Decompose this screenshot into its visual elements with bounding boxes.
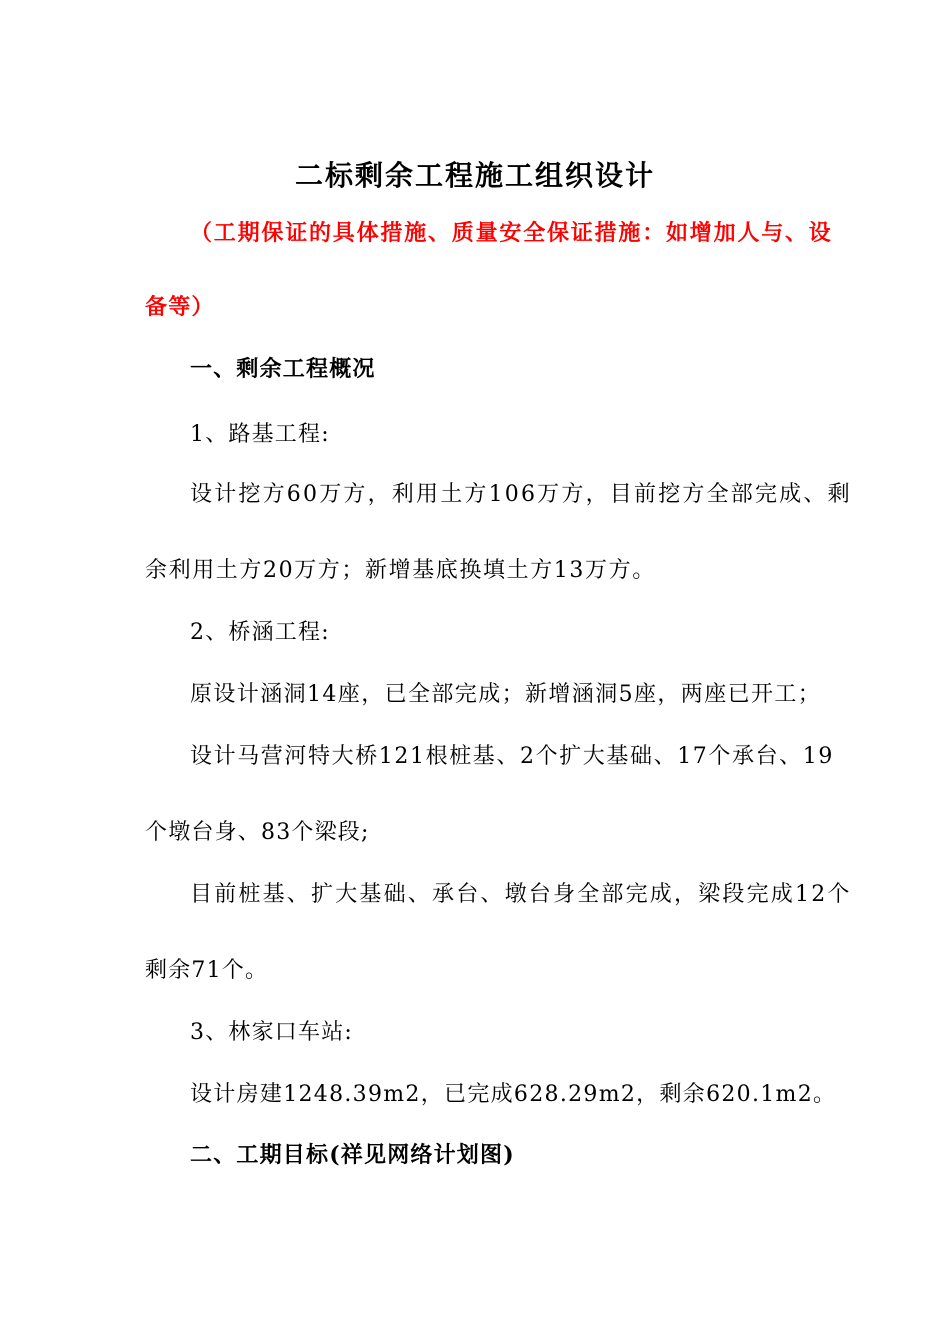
subtitle-line-2: 备等） [145, 294, 215, 320]
section-1-heading: 一、剩余工程概况 [190, 356, 376, 382]
item-1-text-line-2: 余利用土方20万方；新增基底换填土方13万方。 [145, 558, 656, 583]
item-2-text-3-line-1: 目前桩基、扩大基础、承台、墩台身全部完成，梁段完成12个 [190, 882, 852, 907]
subtitle-line-1: （工期保证的具体措施、质量安全保证措施：如增加人与、设 [190, 220, 833, 246]
item-2-heading: 2、桥涵工程: [190, 620, 330, 645]
section-2-heading: 二、工期目标(祥见网络计划图) [190, 1142, 515, 1168]
document-title: 二标剩余工程施工组织设计 [294, 159, 655, 192]
item-1-text-line-1: 设计挖方60万方，利用土方106万方，目前挖方全部完成、剩 [190, 482, 852, 507]
item-2-text-2-line-2: 个墩台身、83个梁段; [145, 820, 370, 845]
item-2-text-3-line-2: 剩余71个。 [145, 958, 269, 983]
item-3-text: 设计房建1248.39m2，已完成628.29m2，剩余620.1m2。 [190, 1082, 837, 1107]
item-2-text-1: 原设计涵洞14座，已全部完成；新增涵洞5座，两座已开工； [190, 682, 822, 707]
item-1-heading: 1、路基工程: [190, 422, 330, 447]
item-3-heading: 3、林家口车站: [190, 1020, 354, 1045]
item-2-text-2-line-1: 设计马营河特大桥121根桩基、2个扩大基础、17个承台、19 [190, 744, 834, 769]
